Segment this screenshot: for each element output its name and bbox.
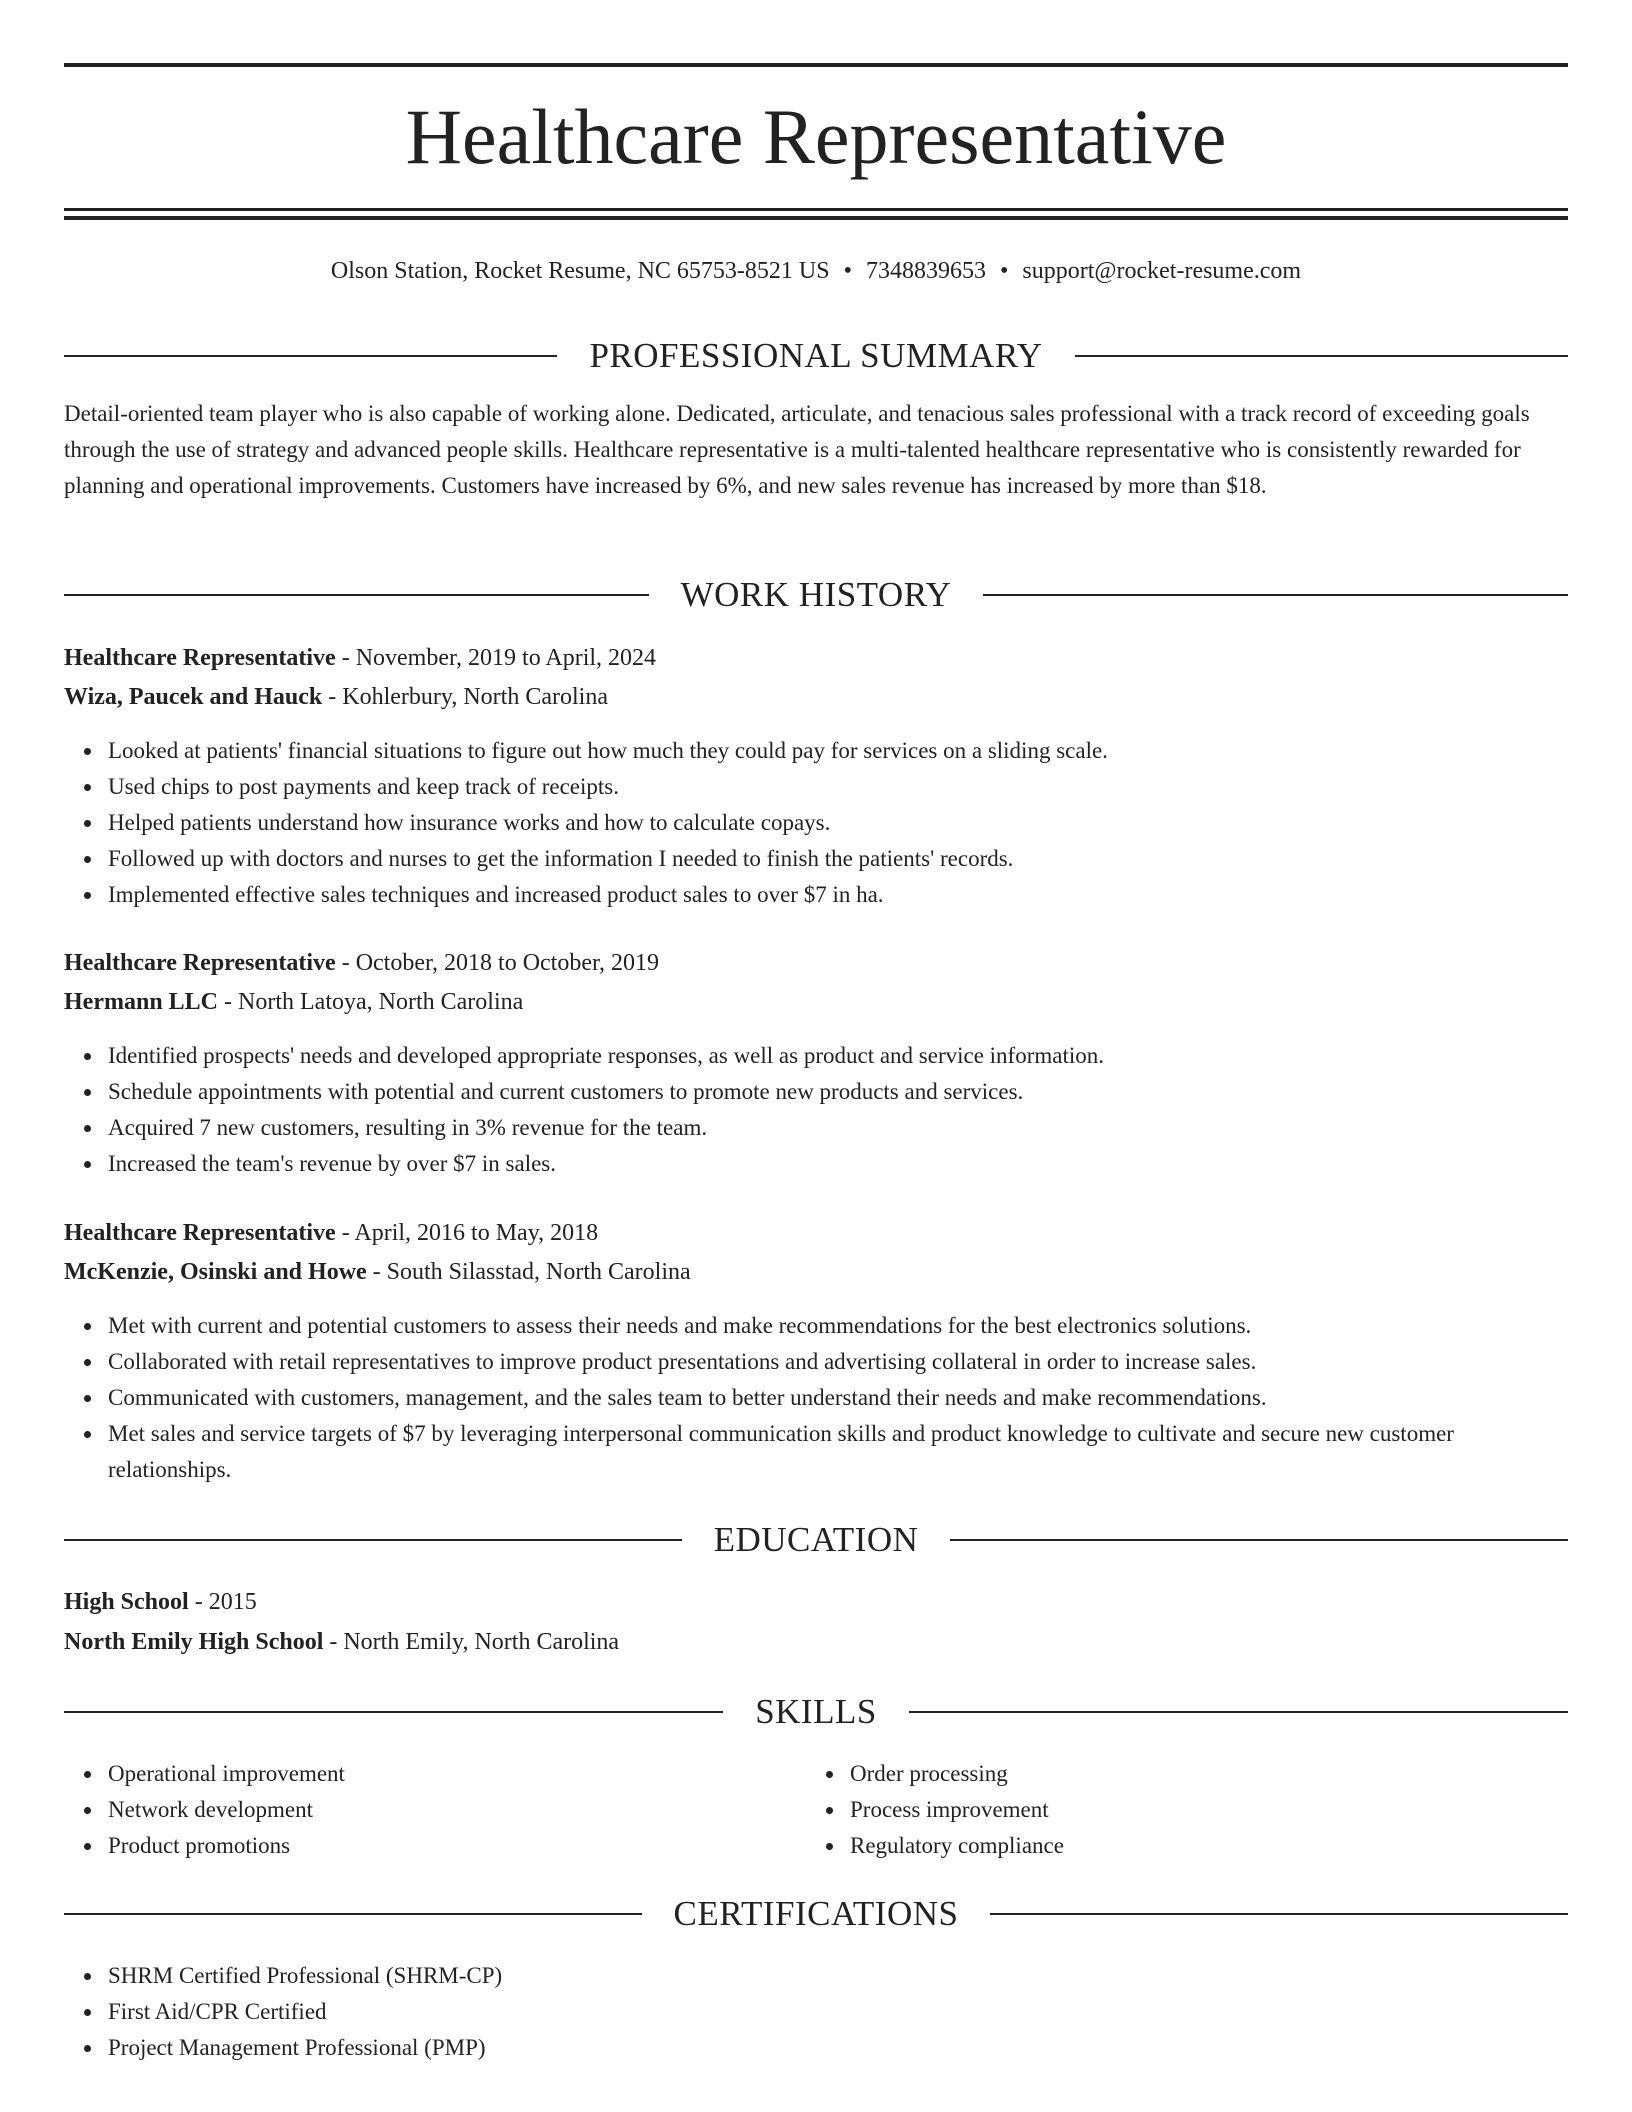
- education-degree-line: [64, 1584, 1568, 1620]
- job-company: McKenzie, Osinski and Howe: [64, 1259, 367, 1285]
- education-location: - North Emily, North Carolina: [323, 1629, 620, 1655]
- job-bullets: [64, 733, 1612, 913]
- summary-text: Detail-oriented team player who is also capable of working alone. Dedicated, articulate, and tenacious sales professional with a track record of exceeding goals through the use of strategy and advanced people skills. Healthcare representative is a multi-talented healthcare representative who is consistently rewarded for planning and operational improvements. Customers have increased by 6%, and new sales revenue has increased by more than $18.: [64, 401, 1530, 498]
- contact-separator: •: [843, 258, 852, 284]
- education-school-line: [64, 1624, 1568, 1660]
- top-rule: [64, 63, 1568, 67]
- heading-rule: [909, 1711, 1568, 1713]
- job-bullet: Met with current and potential customers to assess their needs and make recommendations for the best electronics solutions.: [108, 1308, 1612, 1344]
- section-title: WORK HISTORY: [680, 575, 952, 614]
- certification-item: Project Management Professional (PMP): [108, 2030, 1612, 2066]
- job-company: Hermann LLC: [64, 989, 219, 1015]
- section-heading-summary: [64, 334, 1568, 378]
- section-title: CERTIFICATIONS: [673, 1894, 959, 1933]
- job-bullet: Helped patients understand how insurance works and how to calculate copays.: [108, 805, 1612, 841]
- job-title-line: [64, 945, 1568, 981]
- education-year: - 2015: [188, 1589, 257, 1615]
- job-title: Healthcare Representative: [64, 1220, 336, 1246]
- job-bullet: Implemented effective sales techniques and increased product sales to over $7 in ha.: [108, 877, 1612, 913]
- skills-list-right: [806, 1756, 1632, 1864]
- section-heading-work-history: [64, 573, 1568, 617]
- heading-rule: [64, 594, 649, 596]
- header-rule-thick: [64, 216, 1568, 220]
- job-dates: - October, 2018 to October, 2019: [335, 950, 660, 976]
- header-rule-thin: [64, 208, 1568, 211]
- job-bullet: Looked at patients' financial situations to figure out how much they could pay for services on a sliding scale.: [108, 733, 1612, 769]
- job-title-line: [64, 640, 1568, 676]
- job-bullet: Met sales and service targets of $7 by leveraging interpersonal communication skills and product knowledge to cultivate and secure new customer relationships.: [108, 1416, 1612, 1488]
- job-bullet: Followed up with doctors and nurses to get the information I needed to finish the patients' records.: [108, 841, 1612, 877]
- job-location: - South Silasstad, North Carolina: [366, 1259, 691, 1285]
- job-company-line: [64, 679, 1568, 715]
- section-title: SKILLS: [755, 1692, 877, 1731]
- candidate-name: Healthcare Representative: [405, 93, 1227, 180]
- section-heading-certifications: [64, 1892, 1568, 1936]
- job-title-line: [64, 1215, 1568, 1251]
- certifications-list: [64, 1958, 1612, 2066]
- education-degree: High School: [64, 1589, 189, 1615]
- job-dates: - November, 2019 to April, 2024: [335, 645, 657, 671]
- skill-item: Operational improvement: [108, 1756, 1612, 1792]
- certification-item: SHRM Certified Professional (SHRM-CP): [108, 1958, 1612, 1994]
- job-company-line: [64, 1254, 1568, 1290]
- contact-line: [64, 254, 1568, 288]
- contact-phone: 7348839653: [865, 258, 986, 284]
- job-bullet: Used chips to post payments and keep track of receipts.: [108, 769, 1612, 805]
- job-company: Wiza, Paucek and Hauck: [64, 684, 323, 710]
- job-bullet: Increased the team's revenue by over $7 in sales.: [108, 1146, 1612, 1182]
- heading-rule: [64, 1539, 682, 1541]
- job-company-line: [64, 984, 1568, 1020]
- job-location: - Kohlerbury, North Carolina: [322, 684, 608, 710]
- heading-rule: [990, 1913, 1568, 1915]
- section-title: PROFESSIONAL SUMMARY: [589, 336, 1043, 375]
- heading-rule: [1075, 355, 1568, 357]
- job-bullet: Collaborated with retail representatives to improve product presentations and advertising collateral in order to increase sales.: [108, 1344, 1612, 1380]
- job-title: Healthcare Representative: [64, 645, 336, 671]
- contact-separator: •: [999, 258, 1009, 284]
- section-heading-skills: [64, 1690, 1568, 1734]
- job-dates: - April, 2016 to May, 2018: [335, 1220, 599, 1246]
- job-location: - North Latoya, North Carolina: [218, 989, 524, 1015]
- job-bullets: [64, 1038, 1612, 1182]
- certification-item: First Aid/CPR Certified: [108, 1994, 1612, 2030]
- contact-address: Olson Station, Rocket Resume, NC 65753-8521 US: [330, 258, 830, 284]
- heading-rule: [64, 1711, 723, 1713]
- job-bullet: Schedule appointments with potential and current customers to promote new products and services.: [108, 1074, 1612, 1110]
- section-title: EDUCATION: [713, 1520, 919, 1559]
- heading-rule: [64, 355, 557, 357]
- section-heading-education: [64, 1518, 1568, 1562]
- job-title: Healthcare Representative: [64, 950, 336, 976]
- job-bullet: Acquired 7 new customers, resulting in 3% revenue for the team.: [108, 1110, 1612, 1146]
- heading-rule: [950, 1539, 1568, 1541]
- skill-item: Process improvement: [850, 1792, 1632, 1828]
- skill-item: Network development: [108, 1792, 1612, 1828]
- job-bullet: Communicated with customers, management, and the sales team to better understand their needs and make recommendations.: [108, 1380, 1612, 1416]
- skill-item: Regulatory compliance: [850, 1828, 1632, 1864]
- job-bullet: Identified prospects' needs and developed appropriate responses, as well as product and service information.: [108, 1038, 1612, 1074]
- skill-item: Product promotions: [108, 1828, 1612, 1864]
- heading-rule: [64, 1913, 642, 1915]
- heading-rule: [983, 594, 1568, 596]
- contact-email: support@rocket-resume.com: [1022, 258, 1302, 284]
- skill-item: Order processing: [850, 1756, 1632, 1792]
- job-bullets: [64, 1308, 1612, 1488]
- education-school: North Emily High School: [64, 1629, 324, 1655]
